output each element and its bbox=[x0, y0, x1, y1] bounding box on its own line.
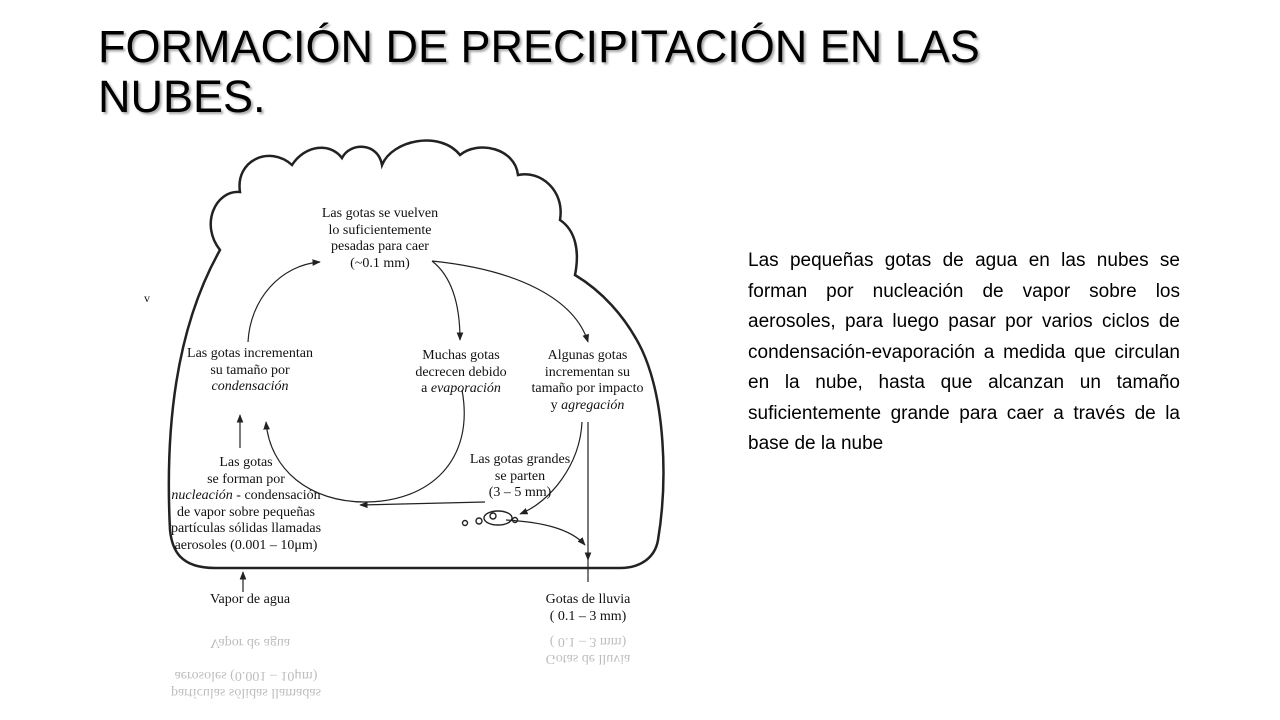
slide-title bbox=[98, 22, 1198, 122]
label-breakup: Las gotas grandes se parten (3 – 5 mm) bbox=[469, 452, 571, 500]
label-aggregation: Algunas gotas incrementan su tamaño por impacto y agregación bbox=[531, 348, 644, 413]
precipitation-diagram bbox=[120, 130, 680, 720]
diagram-reflection: Vapor de agua Gotas de lluvia ( 0.1 – 3 mm) partículas sólidas llamadas aerosoles (0.001 – 10μm) bbox=[170, 634, 631, 700]
arrow-condensation-to-heavy bbox=[248, 262, 320, 342]
slide-description: Las pequeñas gotas de agua en las nubes se forman por nucleación de vapor sobre los aerosoles, para luego pasar por varios ciclos de condensación-evaporación a medida que circulan en la nube, hasta que alcanzan un tamaño suficientemente grande para caer a través de la base de la nube bbox=[748, 250, 1180, 454]
stray-mark: v bbox=[144, 291, 150, 305]
title-line-1: FORMACIÓN DE PRECIPITACIÓN EN LAS bbox=[98, 21, 980, 72]
label-condensation: Las gotas incrementan su tamaño por condensación bbox=[187, 346, 313, 394]
arrow-breakup-to-rain bbox=[506, 520, 585, 545]
arrow-heavy-to-evaporation bbox=[432, 261, 460, 340]
arrow-breakup-to-formation bbox=[360, 502, 485, 505]
label-heavy: Las gotas se vuelven lo suficientemente pesadas para caer (~0.1 mm) bbox=[321, 206, 439, 271]
label-vapor: Vapor de agua bbox=[209, 592, 291, 607]
breaking-drops bbox=[463, 511, 518, 526]
label-formation: Las gotas se forman por nucleación - condensación de vapor sobre pequeñas partículas sólidas llamadas aerosoles (0.001 – 10μm) bbox=[170, 455, 322, 553]
label-evaporation: Muchas gotas decrecen debido a evaporación bbox=[415, 348, 507, 396]
title-line-2: NUBES. bbox=[98, 71, 266, 122]
label-rain: Gotas de lluvia ( 0.1 – 3 mm) bbox=[545, 592, 631, 624]
